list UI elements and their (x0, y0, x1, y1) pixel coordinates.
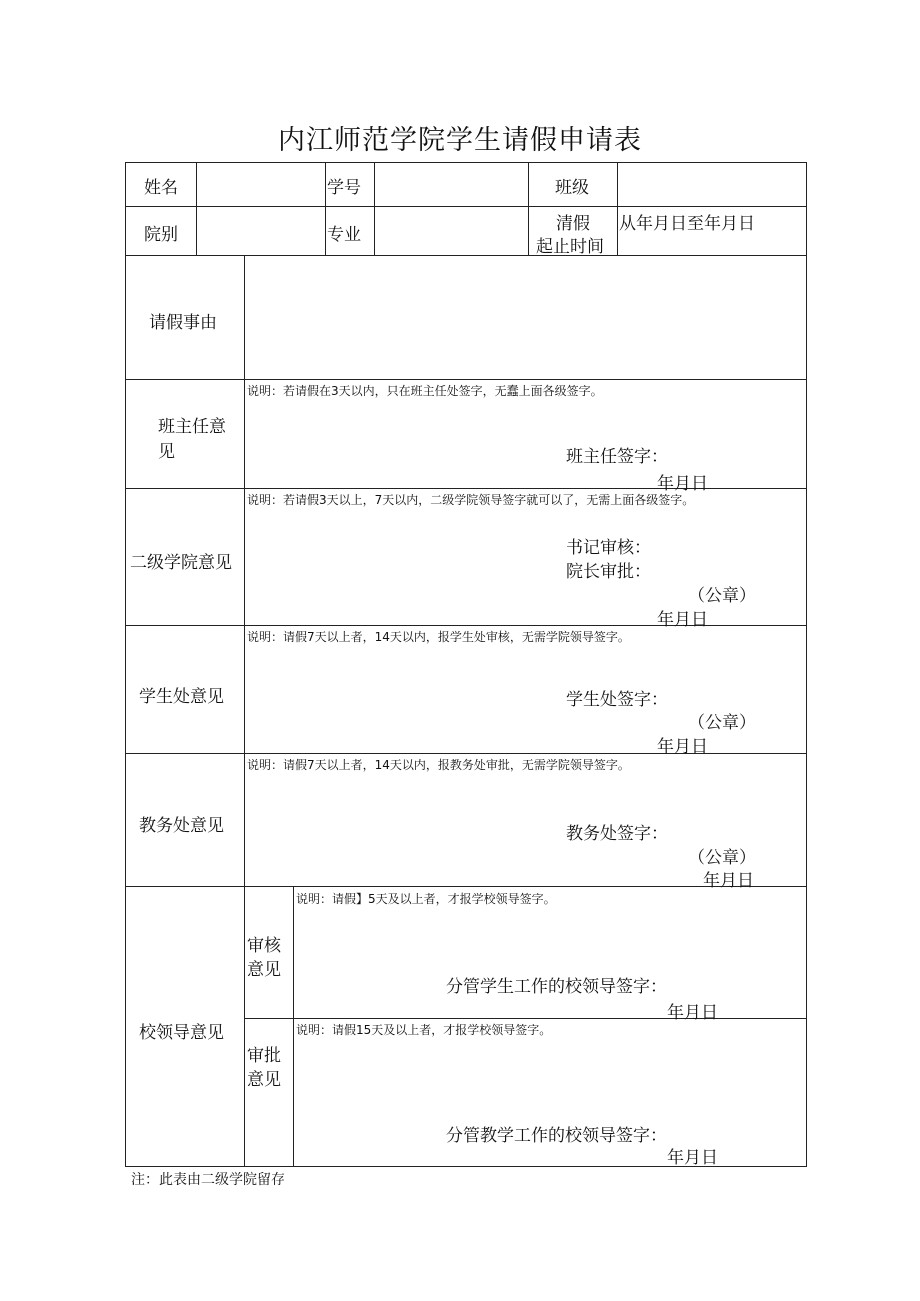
leave-period-label-line2: 起止时间 (536, 237, 604, 257)
student-id-field[interactable] (376, 164, 526, 204)
academic-affairs-date[interactable]: 年月日 (703, 871, 754, 891)
reason-field[interactable] (246, 257, 804, 377)
leave-period-value[interactable]: 从年月日至年月日 (619, 214, 755, 234)
head-teacher-label-line1: 班主任意 (158, 417, 226, 437)
approval-label-line1: 审批 (247, 1046, 281, 1066)
college-note: 说明：若请假3天以上，7天以内，二级学院领导签字就可以了，无需上面各级签字。 (247, 493, 695, 507)
school-leaders-label: 校领导意见 (139, 1023, 224, 1043)
student-affairs-label: 学生处意见 (139, 687, 224, 707)
name-field[interactable] (198, 164, 323, 204)
college-dean[interactable]: 院长审批： (566, 562, 651, 582)
academic-affairs-label: 教务处意见 (139, 816, 224, 836)
student-affairs-signature[interactable]: 学生处签字： (566, 690, 668, 710)
college-seal: （公章） (688, 586, 756, 606)
review-label-line2: 意见 (247, 960, 281, 980)
student-affairs-note: 说明：请假7天以上者，14天以内，报学生处审核，无需学院领导签字。 (247, 630, 630, 644)
review-date[interactable]: 年月日 (667, 1003, 718, 1023)
student-affairs-date[interactable]: 年月日 (657, 737, 708, 757)
class-label: 班级 (555, 178, 589, 198)
footer-note: 注：此表由二级学院留存 (131, 1172, 285, 1188)
review-note: 说明：请假】5天及以上者，才报学校领导签字。 (296, 892, 556, 906)
head-teacher-date[interactable]: 年月日 (657, 474, 708, 494)
college-label: 二级学院意见 (130, 553, 232, 573)
college-secretary[interactable]: 书记审核： (566, 538, 651, 558)
academic-affairs-seal: （公章） (688, 848, 756, 868)
student-affairs-seal: （公章） (688, 713, 756, 733)
department-field[interactable] (198, 208, 323, 253)
academic-affairs-note: 说明：请假7天以上者，14天以内，报教务处审批，无需学院领导签字。 (247, 758, 630, 772)
head-teacher-label-line2: 见 (158, 442, 175, 462)
form-title: 内江师范学院学生请假申请表 (278, 125, 642, 156)
college-date[interactable]: 年月日 (657, 610, 708, 630)
reason-label: 请假事由 (149, 313, 217, 333)
major-field[interactable] (376, 208, 526, 253)
name-label: 姓名 (144, 178, 178, 198)
major-label: 专业 (327, 225, 361, 245)
head-teacher-note: 说明：若请假在3天以内，只在班主任处签字，无蠢上面各级签字。 (247, 384, 603, 398)
approval-date[interactable]: 年月日 (667, 1148, 718, 1168)
class-field[interactable] (619, 164, 804, 204)
head-teacher-signature[interactable]: 班主任签字： (566, 447, 668, 467)
approval-signature[interactable]: 分管教学工作的校领导签字： (446, 1126, 667, 1146)
student-id-label: 学号 (327, 178, 361, 198)
approval-note: 说明：请假15天及以上者，才报学校领导签字。 (296, 1023, 552, 1037)
leave-period-label-line1: 清假 (556, 214, 590, 234)
approval-label-line2: 意见 (247, 1070, 281, 1090)
academic-affairs-signature[interactable]: 教务处签字： (566, 824, 668, 844)
review-label-line1: 审核 (247, 936, 281, 956)
department-label: 院别 (144, 225, 178, 245)
review-signature[interactable]: 分管学生工作的校领导签字： (446, 977, 667, 997)
